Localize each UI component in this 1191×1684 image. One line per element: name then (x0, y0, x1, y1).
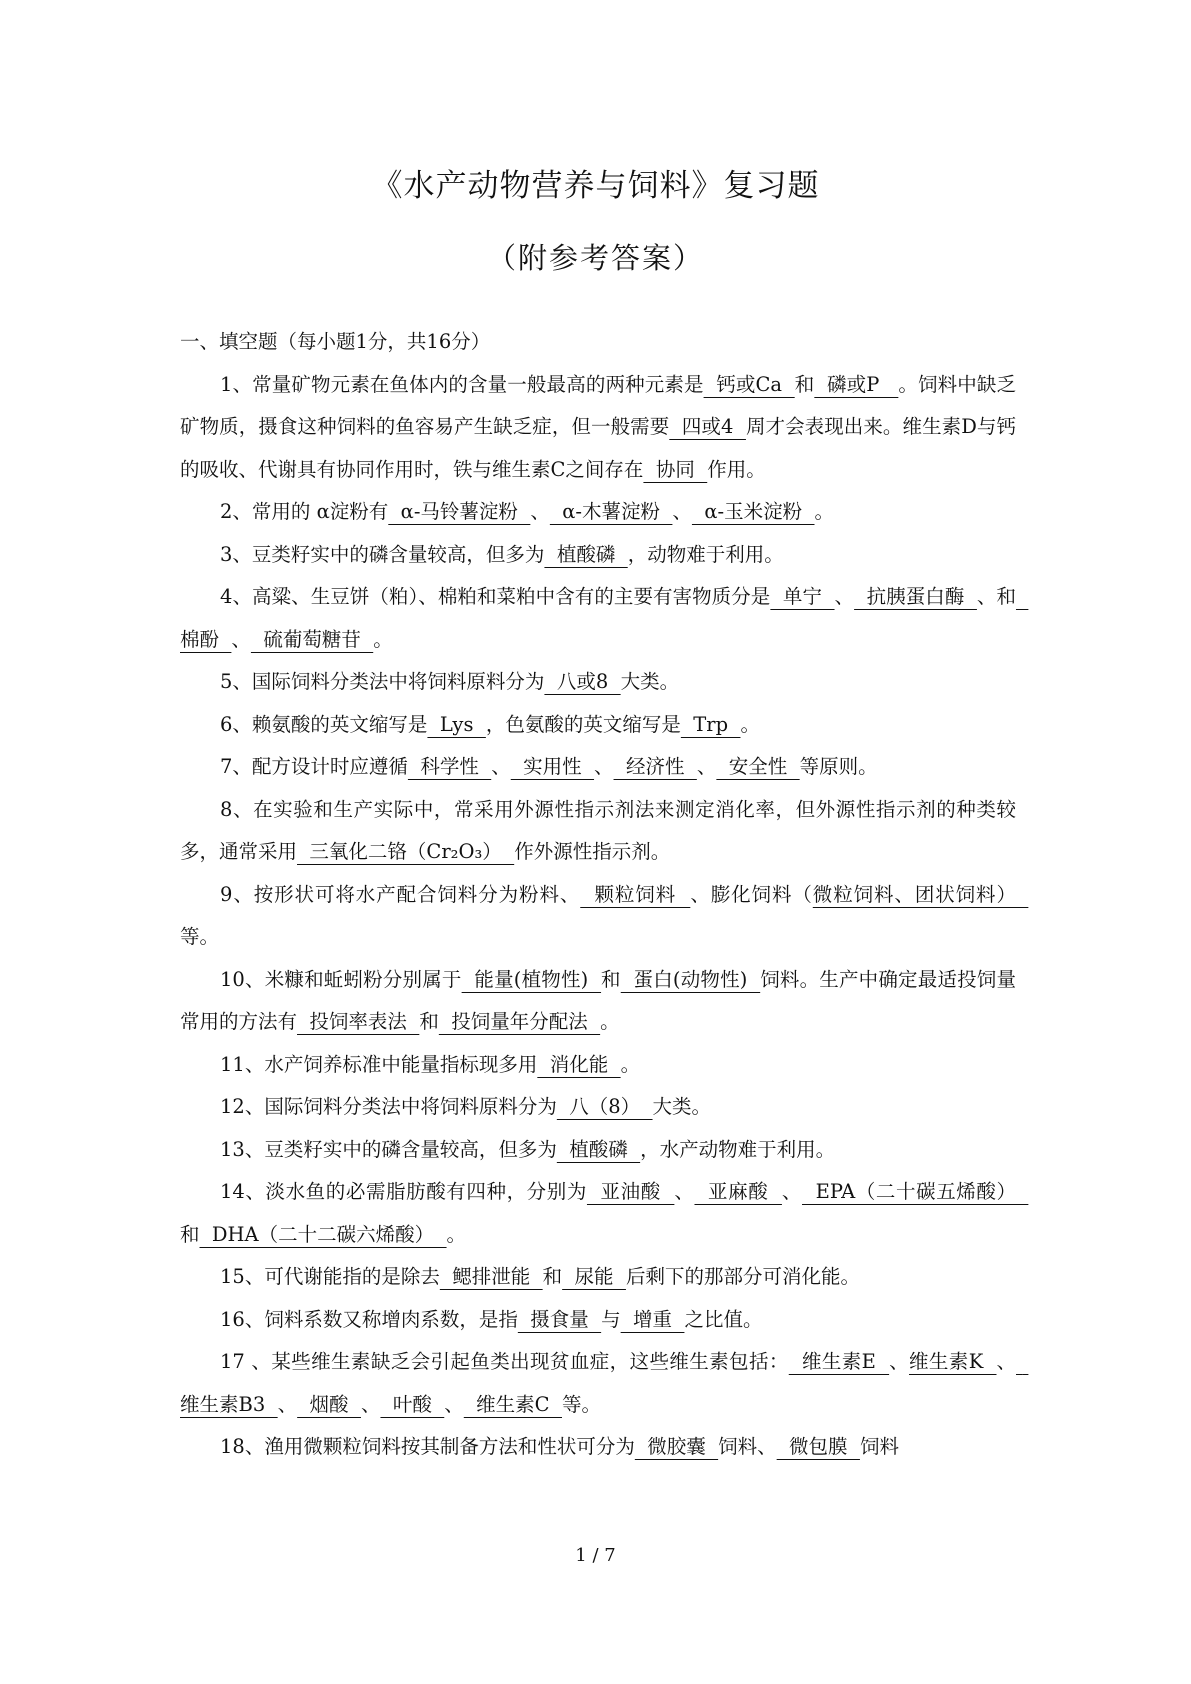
question-text: 饲料 (859, 1435, 899, 1458)
answer-blank: 维生素K (909, 1350, 997, 1373)
section-title: 一、填空题（每小题1分，共16分） (180, 330, 491, 353)
question-text: 饲料。生产中确定最适投饲量常用的方法有 (180, 967, 1016, 1033)
answer-blank: α-木薯淀粉 (549, 500, 673, 523)
answer-blank: 亚麻酸 (694, 1180, 782, 1203)
question-text: 8、在实验和生产实际中，常采用外源性指示剂法来测定消化率，但外源性指示剂的种类较多，通常采用 (180, 797, 1016, 863)
answer-blank: 摄食量 (517, 1307, 602, 1331)
question-text: 、 (696, 755, 717, 778)
answer-blank: 维生素C (463, 1392, 562, 1416)
question-text: ，动物难于利用。 (627, 542, 784, 566)
answer-blank: 尿能 (562, 1265, 626, 1288)
question-text: 与 (601, 1307, 621, 1331)
question-item (180, 1129, 1016, 1172)
question-text: 2、常用的 α淀粉有 (220, 500, 389, 523)
question-text: 4、高粱、生豆饼（粕）、棉粕和菜粕中含有的主要有害物质分是 (220, 585, 771, 608)
question-text: 和 (419, 1010, 439, 1033)
question-text: 、 (594, 755, 614, 778)
answer-blank: 蛋白(动物性) (620, 967, 761, 991)
answer-blank: 八（8） (556, 1095, 653, 1118)
answer-blank: Lys (427, 712, 486, 736)
answer-blank: 安全性 (716, 755, 800, 778)
question-text: 和 (601, 967, 621, 991)
question-text: 1、常量矿物元素在鱼体内的含量一般最高的两种元素是 (220, 372, 704, 396)
question-item (180, 789, 1016, 874)
question-text: 等。 (562, 1392, 602, 1416)
answer-blank: α-马铃薯淀粉 (388, 500, 531, 523)
question-text: 、膨化饲料（ (690, 882, 813, 906)
question-text: 、 (674, 1180, 695, 1203)
question-text: 大类。 (652, 1095, 712, 1118)
question-item (180, 704, 1016, 747)
question-text: ，水产动物难于利用。 (640, 1137, 836, 1161)
question-text: 饲料、 (718, 1435, 777, 1458)
question-text: 和 (794, 372, 815, 396)
question-text: 7、配方设计时应遵循 (220, 755, 408, 778)
answer-blank: 微粒饲料、团状饲料） (812, 882, 1029, 906)
document-title: 《水产动物营养与饲料》复习题 (371, 168, 820, 204)
question-text: 、 (530, 500, 550, 523)
question-item (180, 534, 1016, 577)
answer-blank: 八或8 (544, 670, 621, 693)
question-item (180, 874, 1029, 959)
question-text: 作外源性指示剂。 (514, 840, 671, 863)
question-item (180, 364, 1016, 492)
question-text: 、 (491, 755, 511, 778)
question-text: 等原则。 (799, 755, 878, 778)
question-text: 17 、某些维生素缺乏会引起鱼类出现贫血症，这些维生素包括： (220, 1350, 789, 1373)
question-text: 3、豆类籽实中的磷含量较高，但多为 (220, 542, 545, 566)
question-item (180, 959, 1016, 1044)
answer-blank: 微胶囊 (634, 1435, 719, 1458)
question-text: 、 (834, 585, 855, 608)
question-text: 14、淡水鱼的必需脂肪酸有四种，分别为 (220, 1180, 587, 1203)
question-text: 周才会表现出来。维生素D与钙的吸收、代谢具有协同作用时，铁与维生素C之间存在 (180, 415, 1017, 481)
question-text: 。饲料中缺乏矿物质，摄食这种饲料的鱼容易产生缺乏症，但一般需要 (180, 372, 1016, 438)
question-item (180, 1086, 1016, 1129)
question-text: 、 (781, 1180, 803, 1203)
answer-blank: 维生素B3 (180, 1350, 1029, 1416)
answer-blank: 实用性 (510, 755, 595, 778)
answer-blank: 三氧化二铬（Cr₂O₃） (297, 840, 515, 863)
page-number: 1 / 7 (575, 1545, 616, 1566)
question-text: 13、豆类籽实中的磷含量较高，但多为 (220, 1137, 557, 1161)
question-item (180, 1341, 1029, 1426)
answer-blank: 鳃排泄能 (439, 1265, 543, 1288)
question-text: 和 (542, 1265, 563, 1288)
answer-blank: 四或4 (669, 415, 746, 438)
answer-blank: EPA（二十碳五烯酸） (802, 1180, 1029, 1203)
question-text: 6、赖氨酸的英文缩写是 (220, 712, 428, 736)
question-text: 、 (996, 1350, 1016, 1373)
answer-blank: 硫葡萄糖苷 (250, 627, 374, 651)
question-text: 、 (277, 1392, 298, 1416)
question-text: 后剩下的那部分可消化能。 (625, 1265, 860, 1288)
question-text: 。 (740, 712, 760, 736)
question-list (180, 364, 1029, 1469)
question-item (180, 1044, 1016, 1087)
question-text: 。 (620, 1052, 641, 1076)
question-text: 之比值。 (684, 1307, 763, 1331)
answer-blank: 亚油酸 (586, 1180, 675, 1203)
answer-blank: 颗粒饲料 (580, 882, 691, 906)
answer-blank: 科学性 (407, 755, 492, 778)
answer-blank: 协同 (643, 457, 708, 481)
answer-blank: 经济性 (613, 755, 697, 778)
question-text: ，色氨酸的英文缩写是 (485, 712, 681, 736)
answer-blank: 维生素E (788, 1350, 890, 1373)
answer-blank: 单宁 (770, 585, 835, 608)
question-text: 等。 (180, 925, 220, 948)
answer-blank: 植酸磷 (556, 1137, 641, 1161)
question-item (180, 661, 1016, 704)
question-text: 、 (889, 1350, 909, 1373)
answer-blank: 微包膜 (776, 1435, 860, 1458)
question-text: 16、饲料系数又称增肉系数，是指 (220, 1307, 518, 1331)
answer-blank: 植酸磷 (544, 542, 628, 566)
answer-blank: 投饲量年分配法 (438, 1010, 601, 1033)
question-text: 、 (231, 627, 251, 651)
question-item (180, 1171, 1029, 1256)
question-item (180, 1256, 1016, 1299)
answer-blank: 消化能 (537, 1052, 621, 1076)
question-text: 。 (600, 1010, 620, 1033)
answer-blank: Trp (680, 712, 741, 736)
question-text: 5、国际饲料分类法中将饲料原料分为 (220, 670, 545, 693)
answer-blank: DHA（二十二碳六烯酸） (199, 1222, 447, 1246)
answer-blank: 能量(植物性) (461, 967, 602, 991)
question-item (180, 746, 1016, 789)
document-subtitle: （附参考答案） (486, 241, 704, 275)
question-text: 、和 (976, 585, 1016, 608)
answer-blank: 钙或Ca (703, 372, 795, 396)
question-item (180, 576, 1029, 661)
document-body (180, 321, 1029, 1469)
question-item (180, 1299, 1016, 1342)
answer-blank: 棉酚 (180, 585, 1029, 651)
question-text: 作用。 (707, 457, 766, 481)
answer-blank: 叶酸 (380, 1392, 445, 1416)
question-text: 18、渔用微颗粒饲料按其制备方法和性状可分为 (220, 1435, 635, 1458)
question-text: 15、可代谢能指的是除去 (220, 1265, 440, 1288)
question-text: 、 (444, 1392, 464, 1416)
question-text: 、 (672, 500, 692, 523)
question-text: 大类。 (620, 670, 680, 693)
question-text: 12、国际饲料分类法中将饲料原料分为 (220, 1095, 557, 1118)
question-text: 。 (446, 1222, 467, 1246)
question-item (180, 1426, 1016, 1469)
answer-blank: 投饲率表法 (297, 1010, 420, 1033)
answer-blank: α-玉米淀粉 (691, 500, 815, 523)
answer-blank: 增重 (620, 1307, 685, 1331)
question-text: 9、按形状可将水产配合饲料分为粉料、 (220, 882, 581, 906)
question-text: 、 (360, 1392, 381, 1416)
answer-blank: 烟酸 (297, 1392, 361, 1416)
question-text: 和 (180, 1222, 200, 1246)
answer-blank: 磷或P (814, 372, 899, 396)
question-text: 。 (814, 500, 835, 523)
question-text: 。 (373, 627, 393, 651)
question-text: 10、米糠和蚯蚓粉分别属于 (220, 967, 462, 991)
question-item (180, 491, 1016, 534)
answer-blank: 抗胰蛋白酶 (854, 585, 977, 608)
question-text: 11、水产饲养标准中能量指标现多用 (220, 1052, 538, 1076)
